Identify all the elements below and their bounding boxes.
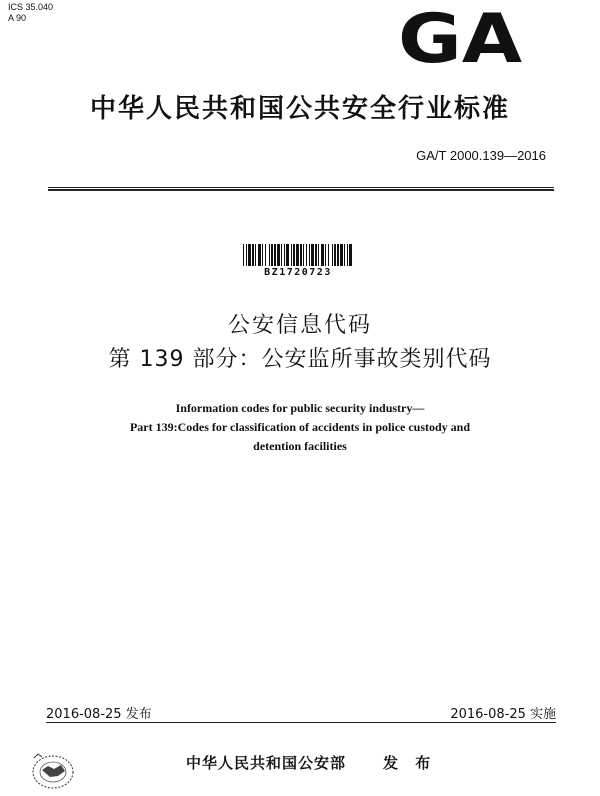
barcode-bar [325,244,326,266]
barcode-bar [271,244,273,266]
barcode-graphic [243,244,353,266]
barcode-bar [293,244,295,266]
header-divider-thin [48,187,554,188]
chinese-title-main: 公安信息代码 [227,313,372,338]
barcode-bar [303,244,304,266]
barcode-bar [277,244,280,266]
implementation-date: 2016-08-25 实施 [450,707,556,722]
publisher-name: 中华人民共和国公安部 [186,754,347,772]
barcode-bar [311,244,314,266]
issue-date: 2016-08-25 发布 [46,707,152,722]
barcode-bar [281,244,282,266]
ics-classification [8,2,53,24]
barcode-number: BZ1720723 [264,267,332,278]
barcode-bar [269,244,270,266]
ga-logo-text: GA [398,8,522,64]
barcode-bar [296,244,299,266]
barcode-bar [349,244,352,266]
barcode-bar [246,244,247,266]
barcode-bar [286,244,289,266]
ics-code: ICS 35.040 [8,2,54,12]
barcode-bar [262,244,263,266]
barcode-bar [347,244,348,266]
ga-logo [398,8,522,64]
english-title-line-3: detention facilities [253,439,347,453]
standard-number: GA/T 2000.139—2016 [416,148,546,163]
barcode-bar [243,244,244,266]
barcode-bar [328,244,329,266]
barcode-bar [284,244,285,266]
barcode-bar [306,244,307,266]
barcode-bar [274,244,276,266]
barcode-bar [258,244,261,266]
barcode-bar [309,244,310,266]
barcode-bar [255,244,256,266]
barcode-bar [265,244,266,266]
barcode-bar [344,244,345,266]
barcode-bar [334,244,336,266]
header-divider-thick [48,189,554,191]
barcode-bar [332,244,333,266]
barcode-bar [315,244,317,266]
barcode-bar [248,244,251,266]
publisher-seal-icon [28,748,78,792]
barcode-bar [318,244,319,266]
barcode-bar [321,244,324,266]
barcode-bar [337,244,339,266]
barcode-bar [300,244,302,266]
english-title-line-1: Information codes for public security industry— [175,401,425,415]
barcode-bar [252,244,254,266]
barcode-bar [291,244,292,266]
chinese-title-part: 第 139 部分：公安监所事故类别代码 [108,347,492,372]
ccs-code: A 90 [8,13,27,23]
standard-category-title: 中华人民共和国公共安全行业标准 [89,94,510,124]
publish-label: 发 布 [383,754,437,772]
barcode-bar [340,244,343,266]
footer-divider [46,722,556,723]
english-title-line-2: Part 139:Codes for classification of accidents in police custody and [129,420,471,434]
